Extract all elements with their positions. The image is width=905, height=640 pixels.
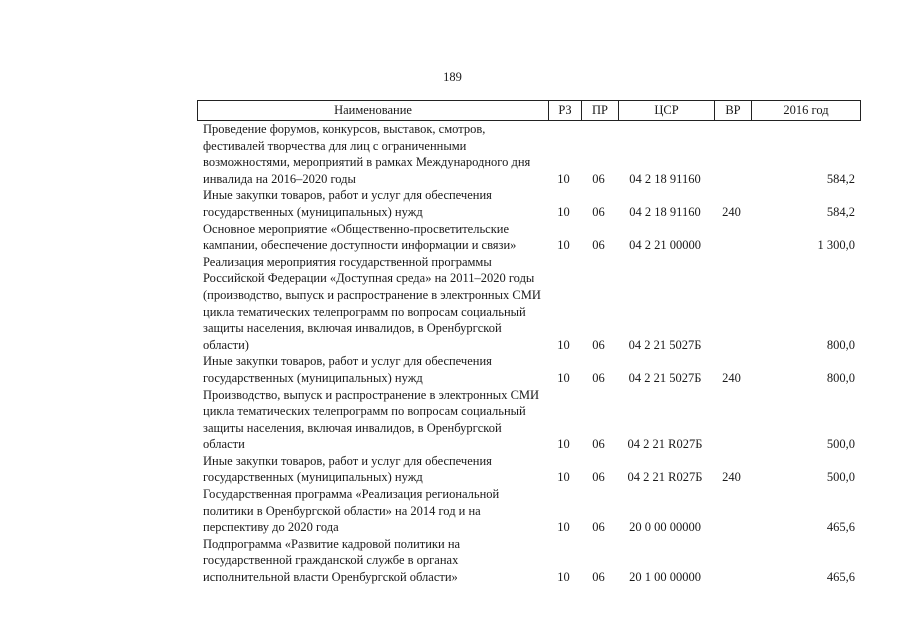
row-name-line: Проведение форумов, конкурсов, выставок, смотров, bbox=[203, 122, 486, 136]
row-vr: 240 bbox=[722, 204, 741, 219]
row-name-line: государственных (муниципальных) нужд bbox=[203, 370, 423, 385]
row-csr: 04 2 21 R027Б bbox=[627, 437, 703, 452]
row-vr: 240 bbox=[722, 470, 741, 485]
row-name bbox=[197, 221, 547, 254]
row-pr: 06 bbox=[592, 204, 605, 219]
row-rz: 10 bbox=[557, 370, 570, 385]
table-row bbox=[197, 221, 861, 254]
table-row bbox=[197, 254, 861, 354]
row-pr: 06 bbox=[592, 470, 605, 485]
row-name-line: (производство, выпуск и распространение в электронных СМИ bbox=[203, 287, 541, 302]
row-name-line: государственной гражданской службе в органах bbox=[203, 553, 459, 568]
row-csr: 04 2 21 00000 bbox=[629, 238, 701, 253]
table-header bbox=[197, 100, 861, 121]
row-name bbox=[197, 254, 547, 354]
row-pr: 06 bbox=[592, 171, 605, 186]
row-rz: 10 bbox=[557, 238, 570, 253]
row-name bbox=[197, 486, 547, 536]
row-name-line: инвалида на 2016–2020 годы bbox=[203, 171, 356, 186]
row-csr: 04 2 21 5027Б bbox=[628, 370, 702, 385]
table-row bbox=[197, 387, 861, 453]
row-name-line: области bbox=[203, 437, 245, 452]
header-name: Наименование bbox=[334, 103, 412, 117]
row-rz: 10 bbox=[557, 470, 570, 485]
row-name-line: Основное мероприятие «Общественно-просветительские bbox=[203, 221, 510, 236]
row-pr: 06 bbox=[592, 337, 605, 352]
row-name bbox=[197, 536, 547, 586]
row-amount: 1 300,0 bbox=[817, 238, 855, 253]
table-row bbox=[197, 121, 861, 187]
budget-table bbox=[197, 100, 861, 586]
header-pr: ПР bbox=[581, 101, 618, 120]
row-name-line: области) bbox=[203, 337, 249, 352]
row-csr: 04 2 21 R027Б bbox=[627, 470, 703, 485]
row-name-line: Иные закупки товаров, работ и услуг для обеспечения bbox=[203, 188, 492, 203]
row-csr: 20 1 00 00000 bbox=[629, 570, 701, 585]
row-amount: 584,2 bbox=[826, 204, 855, 219]
row-rz: 10 bbox=[557, 520, 570, 535]
row-name-line: кампании, обеспечение доступности информации и связи» bbox=[203, 238, 517, 253]
row-name-line: фестивалей творчества для лиц с ограниченными bbox=[203, 138, 467, 153]
row-pr: 06 bbox=[592, 370, 605, 385]
table-row bbox=[197, 536, 861, 586]
row-rz: 10 bbox=[557, 171, 570, 186]
row-pr: 06 bbox=[592, 437, 605, 452]
row-name-line: защиты населения, включая инвалидов, в Оренбургской bbox=[203, 420, 502, 435]
row-amount: 500,0 bbox=[826, 470, 855, 485]
row-name-line: политики в Оренбургской области» на 2014 год и на bbox=[203, 503, 481, 518]
row-pr: 06 bbox=[592, 520, 605, 535]
header-year: 2016 год bbox=[751, 101, 860, 120]
row-name-line: исполнительной власти Оренбургской области» bbox=[203, 570, 458, 585]
row-name bbox=[197, 387, 547, 453]
row-name-line: Иные закупки товаров, работ и услуг для обеспечения bbox=[203, 453, 492, 468]
row-amount: 465,6 bbox=[826, 520, 855, 535]
row-amount: 584,2 bbox=[826, 171, 855, 186]
row-amount: 800,0 bbox=[826, 370, 855, 385]
row-name-line: государственных (муниципальных) нужд bbox=[203, 470, 423, 485]
row-name bbox=[197, 453, 547, 486]
row-name-line: возможностями, мероприятий в рамках Международного дня bbox=[203, 155, 531, 170]
row-rz: 10 bbox=[557, 570, 570, 585]
row-csr: 20 0 00 00000 bbox=[629, 520, 701, 535]
row-amount: 800,0 bbox=[826, 337, 855, 352]
row-csr: 04 2 18 91160 bbox=[629, 171, 701, 186]
table-row bbox=[197, 187, 861, 220]
row-csr: 04 2 21 5027Б bbox=[628, 337, 702, 352]
row-pr: 06 bbox=[592, 238, 605, 253]
table-row bbox=[197, 486, 861, 536]
row-name-line: Подпрограмма «Развитие кадровой политики на bbox=[203, 536, 461, 551]
row-name-line: государственных (муниципальных) нужд bbox=[203, 204, 423, 219]
row-name bbox=[197, 353, 547, 386]
header-vr: ВР bbox=[714, 101, 751, 120]
row-name bbox=[197, 187, 547, 220]
row-pr: 06 bbox=[592, 570, 605, 585]
row-rz: 10 bbox=[557, 337, 570, 352]
row-name bbox=[197, 121, 547, 187]
row-amount: 465,6 bbox=[826, 570, 855, 585]
header-rz: РЗ bbox=[548, 101, 581, 120]
row-csr: 04 2 18 91160 bbox=[629, 204, 701, 219]
table-body bbox=[197, 121, 861, 586]
row-amount: 500,0 bbox=[826, 437, 855, 452]
page-number: 189 bbox=[443, 70, 462, 84]
row-name-line: Государственная программа «Реализация региональной bbox=[203, 487, 500, 502]
row-name-line: защиты населения, включая инвалидов, в Оренбургской bbox=[203, 321, 502, 336]
row-vr: 240 bbox=[722, 370, 741, 385]
table-row bbox=[197, 453, 861, 486]
row-name-line: цикла тематических телепрограмм по вопросам социальный bbox=[203, 304, 526, 319]
row-name-line: перспективу до 2020 года bbox=[203, 520, 339, 535]
header-csr: ЦСР bbox=[618, 101, 714, 120]
table-row bbox=[197, 353, 861, 386]
row-name-line: Иные закупки товаров, работ и услуг для обеспечения bbox=[203, 354, 492, 369]
row-rz: 10 bbox=[557, 437, 570, 452]
row-name-line: Реализация мероприятия государственной программы bbox=[203, 254, 492, 269]
row-name-line: цикла тематических телепрограмм по вопросам социальный bbox=[203, 404, 526, 419]
row-name-line: Производство, выпуск и распространение в электронных СМИ bbox=[203, 387, 540, 402]
row-name-line: Российской Федерации «Доступная среда» на 2011–2020 годы bbox=[203, 271, 535, 286]
row-rz: 10 bbox=[557, 204, 570, 219]
